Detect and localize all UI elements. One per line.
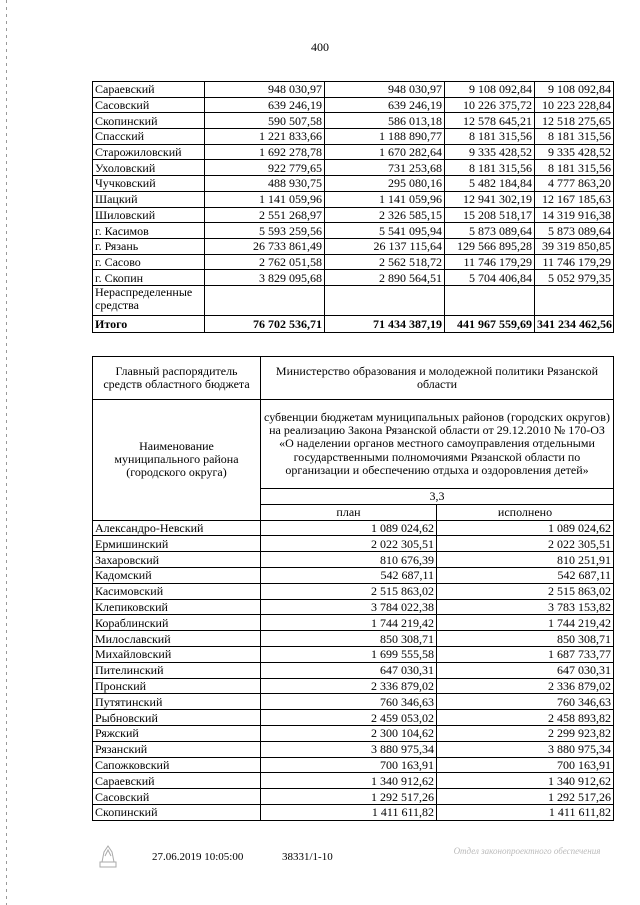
amount-cell: 12 578 645,21 <box>445 113 535 129</box>
plan-amount: 1 340 912,62 <box>261 773 437 789</box>
footer-doc-number: 38331/1-10 <box>282 851 333 863</box>
district-name: Александро-Невский <box>93 520 261 536</box>
table-district-funds <box>92 81 614 333</box>
empty-cell <box>445 285 535 315</box>
district-name: Шацкий <box>93 191 205 207</box>
plan-amount: 3 880 975,34 <box>261 741 437 757</box>
district-name: Сапожковский <box>93 757 261 773</box>
district-name: Клепиковский <box>93 599 261 615</box>
plan-amount: 647 030,31 <box>261 662 437 678</box>
plan-amount: 1 089 024,62 <box>261 520 437 536</box>
amount-cell: 129 566 895,28 <box>445 238 535 254</box>
table-row <box>93 741 614 757</box>
table-row <box>93 694 614 710</box>
district-name: Спасский <box>93 129 205 145</box>
district-name: Путятинский <box>93 694 261 710</box>
table-row <box>93 254 614 270</box>
table-row <box>93 82 614 98</box>
amount-cell: 8 181 315,56 <box>535 160 614 176</box>
district-name: Пителинский <box>93 662 261 678</box>
amount-cell: 3 829 095,68 <box>205 270 325 286</box>
page-number: 400 <box>311 40 329 54</box>
table-subventions <box>92 356 614 821</box>
plan-amount: 2 515 863,02 <box>261 583 437 599</box>
district-name: г. Рязань <box>93 238 205 254</box>
subvention-code: 3,3 <box>261 489 614 505</box>
amount-cell: 922 779,65 <box>205 160 325 176</box>
unallocated-row <box>93 285 614 315</box>
amount-cell: 5 704 406,84 <box>445 270 535 286</box>
col-done: исполнено <box>437 504 614 520</box>
done-amount: 700 163,91 <box>437 757 614 773</box>
district-name: Кораблинский <box>93 615 261 631</box>
plan-amount: 1 699 555,58 <box>261 646 437 662</box>
amount-cell: 5 593 259,56 <box>205 223 325 239</box>
amount-cell: 8 181 315,56 <box>445 160 535 176</box>
amount-cell: 26 137 115,64 <box>325 238 445 254</box>
amount-cell: 9 108 092,84 <box>535 82 614 98</box>
amount-cell: 590 507,58 <box>205 113 325 129</box>
amount-cell: 1 141 059,96 <box>205 191 325 207</box>
total-label: Итого <box>93 315 205 332</box>
plan-amount: 3 784 022,38 <box>261 599 437 615</box>
table-row <box>93 567 614 583</box>
plan-amount: 850 308,71 <box>261 631 437 647</box>
amount-cell: 2 551 268,97 <box>205 207 325 223</box>
district-name: Сасовский <box>93 789 261 805</box>
table-row <box>93 191 614 207</box>
plan-amount: 542 687,11 <box>261 567 437 583</box>
table-row <box>93 97 614 113</box>
amount-cell: 948 030,97 <box>205 82 325 98</box>
amount-cell: 586 013,18 <box>325 113 445 129</box>
district-name: Сараевский <box>93 773 261 789</box>
done-amount: 3 783 153,82 <box>437 599 614 615</box>
table-row <box>93 804 614 820</box>
done-amount: 2 458 893,82 <box>437 710 614 726</box>
amount-cell: 4 777 863,20 <box>535 176 614 192</box>
table-row <box>93 238 614 254</box>
admin-label: Главный распорядитель средств областного бюджета <box>93 357 261 400</box>
done-amount: 2 022 305,51 <box>437 536 614 552</box>
table-row <box>93 270 614 286</box>
table-row <box>93 207 614 223</box>
plan-amount: 1 292 517,26 <box>261 789 437 805</box>
table-row <box>93 646 614 662</box>
amount-cell: 1 670 282,64 <box>325 144 445 160</box>
district-name: Скопинский <box>93 113 205 129</box>
table-row <box>93 113 614 129</box>
amount-cell: 5 482 184,84 <box>445 176 535 192</box>
district-name: Сараевский <box>93 82 205 98</box>
table-row <box>93 678 614 694</box>
district-name: Захаровский <box>93 552 261 568</box>
amount-cell: 295 080,16 <box>325 176 445 192</box>
amount-cell: 39 319 850,85 <box>535 238 614 254</box>
plan-amount: 810 676,39 <box>261 552 437 568</box>
district-label: Наименование муниципального района (городского округа) <box>93 400 261 521</box>
amount-cell: 948 030,97 <box>325 82 445 98</box>
district-name: Пронский <box>93 678 261 694</box>
amount-cell: 11 746 179,29 <box>535 254 614 270</box>
table-row <box>93 599 614 615</box>
table-row <box>93 520 614 536</box>
district-name: Михайловский <box>93 646 261 662</box>
footer-date: 27.06.2019 10:05:00 <box>152 851 244 863</box>
table-row <box>93 144 614 160</box>
district-name: Кадомский <box>93 567 261 583</box>
plan-amount: 700 163,91 <box>261 757 437 773</box>
district-name: Сасовский <box>93 97 205 113</box>
done-amount: 1 687 733,77 <box>437 646 614 662</box>
plan-amount: 2 336 879,02 <box>261 678 437 694</box>
empty-cell <box>535 285 614 315</box>
subvention-title: субвенции бюджетам муниципальных районов (городских округов) на реализацию Закона Рязанской области от 29.12.2010 № 170-ОЗ «О наделении органов местного самоуправления отдельными государственными полномочиями Рязанской области по организации и обеспечению отдыха и оздоровления детей» <box>261 400 614 489</box>
table-row <box>93 583 614 599</box>
district-name: Ермишинский <box>93 536 261 552</box>
table-row <box>93 757 614 773</box>
table-row <box>93 773 614 789</box>
done-amount: 850 308,71 <box>437 631 614 647</box>
table-row <box>93 552 614 568</box>
amount-cell: 10 226 375,72 <box>445 97 535 113</box>
stamp: Отдел законопроектного обеспечения <box>453 846 601 856</box>
district-name: г. Скопин <box>93 270 205 286</box>
amount-cell: 5 541 095,94 <box>325 223 445 239</box>
total-amount: 341 234 462,56 <box>535 315 614 332</box>
amount-cell: 11 746 179,29 <box>445 254 535 270</box>
district-name: Касимовский <box>93 583 261 599</box>
done-amount: 1 292 517,26 <box>437 789 614 805</box>
empty-cell <box>205 285 325 315</box>
amount-cell: 12 518 275,65 <box>535 113 614 129</box>
amount-cell: 12 941 302,19 <box>445 191 535 207</box>
amount-cell: 1 692 278,78 <box>205 144 325 160</box>
done-amount: 2 299 923,82 <box>437 725 614 741</box>
district-name: Чучковский <box>93 176 205 192</box>
amount-cell: 2 562 518,72 <box>325 254 445 270</box>
amount-cell: 10 223 228,84 <box>535 97 614 113</box>
amount-cell: 15 208 518,17 <box>445 207 535 223</box>
district-name: г. Сасово <box>93 254 205 270</box>
district-name: Ухоловский <box>93 160 205 176</box>
plan-amount: 2 459 053,02 <box>261 710 437 726</box>
admin-value: Министерство образования и молодежной политики Рязанской области <box>261 357 614 400</box>
page-edge <box>6 0 7 905</box>
amount-cell: 488 930,75 <box>205 176 325 192</box>
amount-cell: 5 052 979,35 <box>535 270 614 286</box>
done-amount: 1 744 219,42 <box>437 615 614 631</box>
district-name: Старожиловский <box>93 144 205 160</box>
amount-cell: 26 733 861,49 <box>205 238 325 254</box>
amount-cell: 731 253,68 <box>325 160 445 176</box>
amount-cell: 639 246,19 <box>205 97 325 113</box>
plan-amount: 2 300 104,62 <box>261 725 437 741</box>
col-plan: план <box>261 504 437 520</box>
done-amount: 1 411 611,82 <box>437 804 614 820</box>
done-amount: 647 030,31 <box>437 662 614 678</box>
amount-cell: 8 181 315,56 <box>445 129 535 145</box>
total-amount: 441 967 559,69 <box>445 315 535 332</box>
plan-amount: 1 411 611,82 <box>261 804 437 820</box>
table-row <box>93 536 614 552</box>
done-amount: 1 340 912,62 <box>437 773 614 789</box>
amount-cell: 5 873 089,64 <box>445 223 535 239</box>
done-amount: 760 346,63 <box>437 694 614 710</box>
table-row <box>93 662 614 678</box>
table-row <box>93 710 614 726</box>
total-amount: 76 702 536,71 <box>205 315 325 332</box>
district-name: Рыбновский <box>93 710 261 726</box>
done-amount: 3 880 975,34 <box>437 741 614 757</box>
empty-cell <box>325 285 445 315</box>
district-name: г. Касимов <box>93 223 205 239</box>
table-row <box>93 129 614 145</box>
table-row <box>93 631 614 647</box>
amount-cell: 639 246,19 <box>325 97 445 113</box>
amount-cell: 9 335 428,52 <box>535 144 614 160</box>
amount-cell: 1 141 059,96 <box>325 191 445 207</box>
done-amount: 2 515 863,02 <box>437 583 614 599</box>
table-row <box>93 223 614 239</box>
plan-amount: 760 346,63 <box>261 694 437 710</box>
done-amount: 542 687,11 <box>437 567 614 583</box>
table-row <box>93 176 614 192</box>
district-name: Скопинский <box>93 804 261 820</box>
done-amount: 810 251,91 <box>437 552 614 568</box>
unallocated-label: Нераспределенные средства <box>93 285 205 315</box>
table-row <box>93 725 614 741</box>
done-amount: 1 089 024,62 <box>437 520 614 536</box>
amount-cell: 1 221 833,66 <box>205 129 325 145</box>
amount-cell: 2 762 051,58 <box>205 254 325 270</box>
table-row <box>93 615 614 631</box>
amount-cell: 2 890 564,51 <box>325 270 445 286</box>
amount-cell: 9 335 428,52 <box>445 144 535 160</box>
table-row <box>93 160 614 176</box>
amount-cell: 5 873 089,64 <box>535 223 614 239</box>
amount-cell: 1 188 890,77 <box>325 129 445 145</box>
total-row <box>93 315 614 332</box>
district-name: Рязанский <box>93 741 261 757</box>
done-amount: 2 336 879,02 <box>437 678 614 694</box>
district-name: Ряжский <box>93 725 261 741</box>
amount-cell: 14 319 916,38 <box>535 207 614 223</box>
district-name: Шиловский <box>93 207 205 223</box>
plan-amount: 2 022 305,51 <box>261 536 437 552</box>
amount-cell: 12 167 185,63 <box>535 191 614 207</box>
amount-cell: 9 108 092,84 <box>445 82 535 98</box>
amount-cell: 8 181 315,56 <box>535 129 614 145</box>
district-name: Милославский <box>93 631 261 647</box>
total-amount: 71 434 387,19 <box>325 315 445 332</box>
amount-cell: 2 326 585,15 <box>325 207 445 223</box>
table-row <box>93 789 614 805</box>
plan-amount: 1 744 219,42 <box>261 615 437 631</box>
